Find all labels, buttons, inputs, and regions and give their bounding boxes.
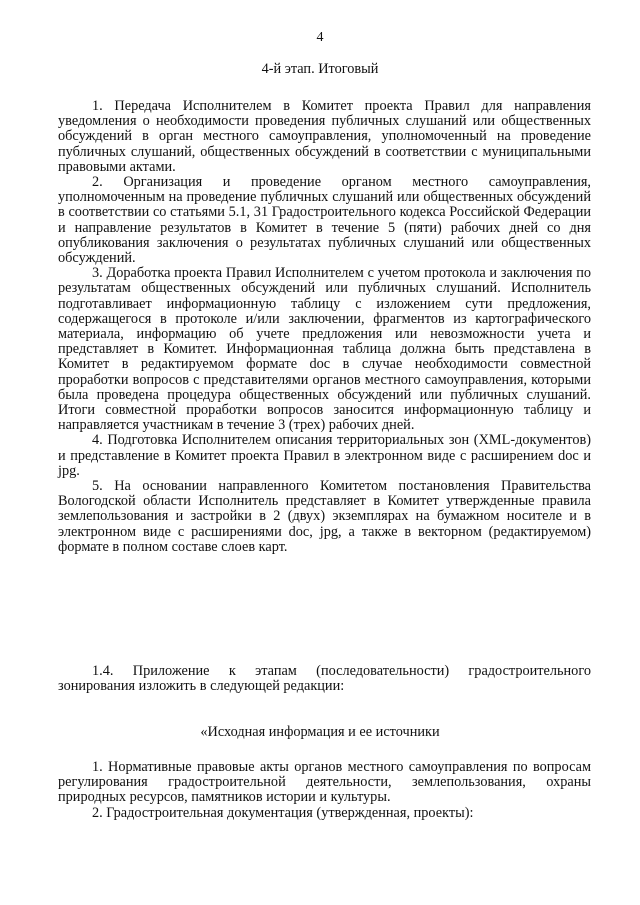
stage-item-3: 3. Доработка проекта Правил Исполнителем с учетом протокола и заключения по результатам общественных обсуждений или публичных слушаний. Исполнитель подготавливает информационную таблицу с изложением сути предложения, содержащегося в протоколе и/или заключении, фрагментов из картографического материала, информацию об учете предложения или невозможности учета и представляет в Комитет. Информационная таблица должна быть представлена в Комитет в редактируемом формате doc в случае необходимости совместной проработки вопросов с представителями органов местного самоуправления, которыми была проведена процедура общественных обсуждений или публичных слушаний. Итоги совместной проработки вопросов заносится информационную таблицу и направляется участникам в течение 3 (трех) рабочих дней. xyxy=(58,265,591,434)
source-item-2: 2. Градостроительная документация (утвержденная, проекты): xyxy=(92,804,474,821)
stage-item-1: 1. Передача Исполнителем в Комитет проекта Правил для направления уведомления о необходимости проведения публичных слушаний или общественных обсуждений в орган местного самоуправления, уполномоченный на проведение публичных слушаний, общественных обсуждений в соответствии с муниципальными правовыми актами. xyxy=(58,98,591,175)
source-item-1: 1. Нормативные правовые акты органов местного самоуправления по вопросам регулирования градостроительной деятельности, землепользования, охраны природных ресурсов, памятников истории и культуры. xyxy=(58,759,591,806)
stage-item-2: 2. Организация и проведение органом местного самоуправления, уполномоченным на проведение публичных слушаний или общественных обсуждений в соответствии со статьями 5.1, 31 Градостроительного кодекса Российской Федерации и направление результатов в Комитет в течение 5 (пяти) рабочих дней со дня опубликования заключения о результатах публичных слушаний или общественных обсуждений. xyxy=(58,174,591,267)
section-1-4-text: 1.4. Приложение к этапам (последовательности) градостроительного зонирования изложить в следующей редакции: xyxy=(58,663,591,695)
page-number: 4 xyxy=(316,30,324,45)
stage-title: 4-й этап. Итоговый xyxy=(261,61,379,77)
source-title: «Исходная информация и ее источники xyxy=(200,724,440,740)
source-items xyxy=(58,760,591,821)
section-1-4 xyxy=(58,664,591,694)
stage-item-4: 4. Подготовка Исполнителем описания территориальных зон (XML-документов) и представление в Комитет проекта Правил в электронном виде с расширением doc и jpg. xyxy=(58,432,591,479)
stage-items xyxy=(58,99,591,555)
stage-item-5: 5. На основании направленного Комитетом постановления Правительства Вологодской области Исполнитель представляет в Комитет утвержденные правила землепользования и застройки в 2 (двух) экземплярах на бумажном носителе и в электронном виде с расширениями doc, jpg, а также в векторном (редактируемом) формате в полном составе слоев карт. xyxy=(58,478,591,555)
